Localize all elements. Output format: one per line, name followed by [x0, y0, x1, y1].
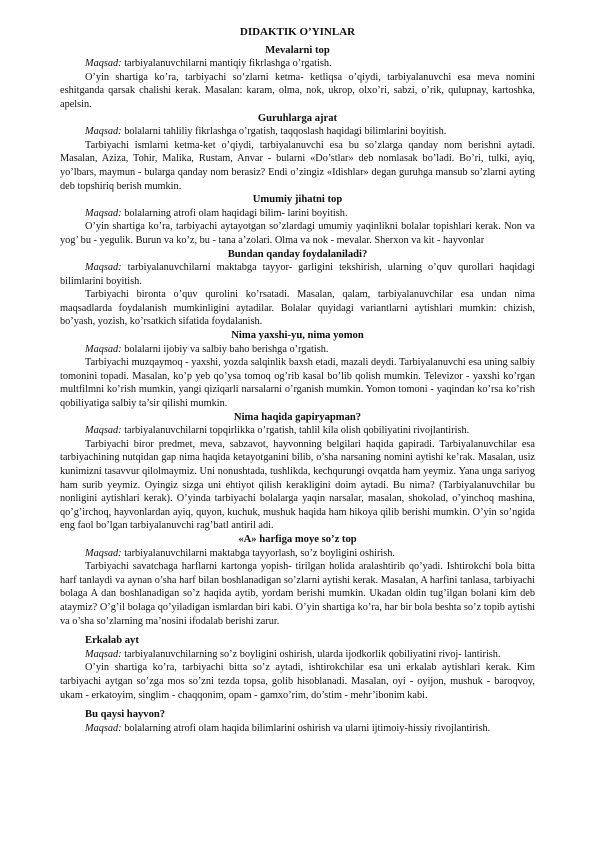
goal-label: Maqsad: — [85, 425, 122, 437]
goal-text: bolalarning atrofi olam haqida bilimlarini oshirish va ularni ijtimoiy-hissiy rivojlantirish. — [124, 722, 491, 734]
section-body: Tarbiyachi muzqaymoq - yaxshi, yozda salqinlik baxsh etadi, mazali deydi. Tarbiyalanuvchi esa uning salbiy tomonini topadi. Masalan, ko’p yeb qo’ysa tomoq og’rib kasal bo’lib qolish mumkin. Televizor - yaxshi ko’rgan multfilmni ko’rish mumkin, yangi qiziqarli narsalarni o’rganish mumkin. Yomon tomoni - yaqindan ko’rsa ko’rish qobiliyatiga salbiy ta’sir qilishi mumkin. — [60, 357, 535, 410]
goal-label: Maqsad: — [85, 722, 122, 734]
goal-text: tarbiyalanuvchilarni maktabga tayyor- garligini tekshirish, ularning o’quv qurollari haqidagi bilimlarini boyitish. — [60, 262, 535, 287]
section-heading: Bundan qanday foydalaniladi? — [227, 248, 368, 260]
section-heading: Bu qaysi hayvon? — [85, 709, 166, 721]
goal-label: Maqsad: — [85, 207, 122, 219]
goal-label: Maqsad: — [85, 343, 122, 355]
goal-line — [60, 261, 535, 288]
section-heading: Guruhlarga ajrat — [257, 112, 338, 124]
section-body: O’yin shartiga ko’ra, tarbiyachi aytayotgan so’zlardagi umumiy yaqinlikni bolalar topishlari kerak. Non va yog’ bu - yegulik. Burun va ko’z, bu - tana a’zolari. Olma va nok - mevalar. Sherxon va kit - hayvonlar — [60, 221, 535, 246]
goal-text: bolalarni ijobiy va salbiy baho berishga o’rgatish. — [124, 343, 329, 355]
goal-label: Maqsad: — [85, 126, 122, 138]
section-body: Tarbiyachi ismlarni ketma-ket o’qiydi, tarbiyalanuvchi esa bu so’zlarga qanday nom berishni aytadi. Masalan, Aziza, Tohir, Malika, Rustam, Anvar - bularni «Do’stlar» deb nomlasak bo’ladi. Bo’ri, tulki, ayiq, yo’lbars, maymun - bularga qanday nom berasiz? Endi o’zingiz «Idishlar» degan guruhga mansub so’zlarni ayting deb topshiriq berish mumkin. — [60, 139, 535, 192]
goal-label: Maqsad: — [85, 648, 122, 660]
section-body: O’yin shartiga ko’ra, tarbiyachi so’zlarni ketma- ketliqsa o’qiydi, tarbiyalanuvchi esa meva nomini eshitganda qarsak chalishi kerak. Masalan: karam, olma, nok, ukrop, olxo’ri, sabzi, o’rik, qulupnay, kartoshka, apelsin. — [60, 71, 535, 110]
document-title: DIDAKTIK O’YINLAR — [239, 26, 356, 38]
section-heading: Nima yaxshi-yu, nima yomon — [231, 330, 364, 342]
goal-label: Maqsad: — [85, 58, 122, 70]
goal-line — [60, 343, 535, 357]
section-body: Tarbiyachi bironta o’quv qurolini ko’rsatadi. Masalan, qalam, tarbiyalanuvchilar esa undan nima maqsadlarda foydalanish mumkinligini aytadilar. Bolalar quyidagi variantlarni aytishlari mumkin: chizish, bo’yash, yozish, ko’rsatkich sifatida foydalanish. — [60, 289, 535, 328]
goal-label: Maqsad: — [85, 547, 122, 559]
section-heading: Umumiy jihatni top — [252, 194, 343, 206]
goal-text: bolalarni tahliliy fikrlashga o’rgatish, taqqoslash haqidagi bilimlarini boyitish. — [124, 126, 447, 138]
goal-line — [60, 57, 535, 71]
section-heading: Mevalarni top — [265, 44, 330, 56]
goal-line — [60, 722, 535, 736]
goal-line — [60, 125, 535, 139]
section-body: O’yin shartiga ko’ra, tarbiyachi bitta so’z aytadi, ishtirokchilar esa uni erkalab aytishlari kerak. Kim tarbiyachi aytgan so’zga mos so’zni tezda topsa, golib hisoblanadi. Masalan, oyi - oyijon, mushuk - baroqvoy, ukam - erkatoyim, singlim - chaqqonim, opam - gamxo’rim, do’stim - mehr’ibonim kabi. — [60, 662, 535, 701]
goal-line — [60, 648, 535, 662]
document-page — [60, 26, 535, 735]
section-body: Tarbiyachi savatchaga harflarni kartonga yopish- tirilgan holida aralashtirib qo’yadi. Ishtirokchi bola bitta harf tanlaydi va aynan o’sha harf bilan boshlanadigan so’zlarni aytishi kerak. Masalan, A harfini tanlasa, tarbiyachi bolaga A dan boshlanadigan so’z haqida aytib, yordam berishi mumkin. Ukadan oldin tug’ilgan bolani kim deb ataymiz? O’g’il bolaga qo’yiladigan ismlardan biri kabi. O’yin shartiga ko’ra, har bir bola beshta so’z topib aytishi va o’sha so’zlarning ma’nosini ifodalab berishi zarur. — [60, 561, 535, 627]
section-body: Tarbiyachi biror predmet, meva, sabzavot, hayvonning belgilari haqida gapiradi. Tarbiyalanuvchilar esa tarbiyachining nutqidan gap nima haqida ketayotganini bilib, o’sha narsaning nomini aytishi ke’rak. Masalan, usiz kunimizni tasavvur qilolmaymiz. Uni nonushtada, tushlikda, kechqurungi ovqatda ham yeymiz. Yana unga sariyog ham surib yeymiz. Oyingiz sizga uni ehtiyot qilish kerakligini doim aytadi. Bu nima? (Tarbiyalanuvchilar bu nonligini aytishlari kerak). O’yinda tarbiyachi bolalarga yaqin narsalar, masalan, shokolad, o’yinchoq mashina, qo’g’irchoq, hayvonlardan ayiq, quyon, kuchuk, mushuk haqida ham hikoya qilib berishi mumkin. O’yin so’ngida eng faol bo’lgan tarbiyalanuvchi rag’batl antiril adi. — [60, 438, 535, 532]
goal-text: tarbiyalanuvchilarni mantiqiy fikrlashga o’rgatish. — [124, 58, 332, 70]
section-heading: Nima haqida gapiryapman? — [233, 411, 362, 423]
section-heading: «A» harfiga moye so’z top — [238, 533, 357, 545]
goal-text: bolalarning atrofi olam haqidagi bilim- larini boyitish. — [124, 207, 348, 219]
goal-line — [60, 547, 535, 561]
goal-text: tarbiyalanuvchilarni topqirlikka o’rgatish, tahlil kila olish qobiliyatini rivojlantirish. — [124, 425, 470, 437]
goal-text: tarbiyalanuvchilarni maktabga tayyorlash, so’z boyligini oshirish. — [124, 547, 395, 559]
goal-label: Maqsad: — [85, 262, 122, 274]
goal-line — [60, 424, 535, 438]
goal-text: tarbiyalanuvchilarning so’z boyligini oshirish, ularda ijodkorlik qobiliyatini rivoj- lantirish. — [124, 648, 501, 660]
goal-line — [60, 207, 535, 221]
section-heading: Erkalab ayt — [85, 635, 139, 647]
